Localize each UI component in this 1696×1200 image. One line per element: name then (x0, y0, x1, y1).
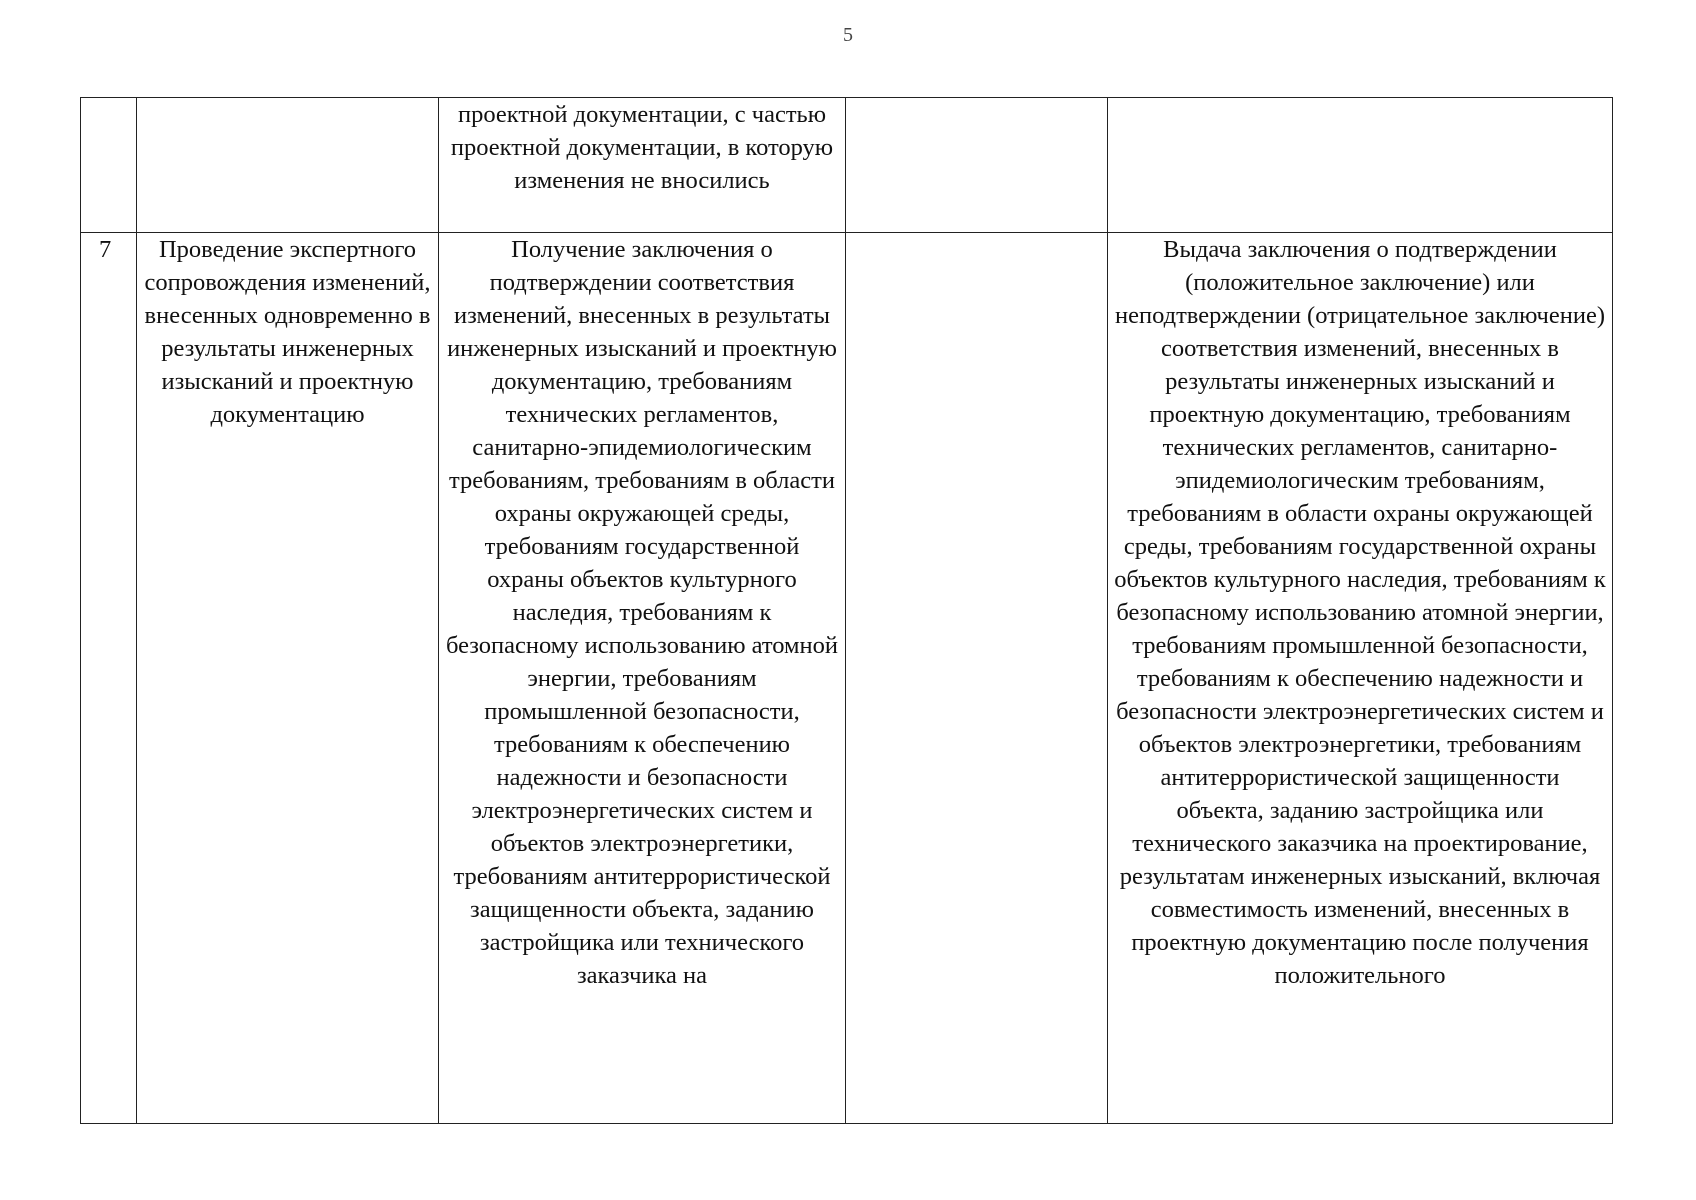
table-row (81, 98, 1613, 233)
table-row (81, 233, 1613, 1124)
stage-cell (137, 98, 439, 233)
result-basis-cell: Получение заключения о подтверждении соответствия изменений, внесенных в результаты инженерных изысканий и проектную документацию, требованиям технических регламентов, санитарно-эпидемиологическим требованиям, требованиям в области охраны окружающей среды, требованиям государственной охраны объектов культурного наследия, требованиям к безопасному использованию атомной энергии, требованиям промышленной безопасности, требованиям к обеспечению надежности и безопасности электроэнергетических систем и объектов электроэнергетики, требованиям антитеррористической защищенности объекта, заданию застройщика или технического заказчика на (439, 233, 846, 1124)
row-number-cell: 7 (81, 233, 137, 1124)
result-basis-cell: проектной документации, с частью проектной документации, в которую изменения не вносились (439, 98, 846, 233)
outcome-cell: Выдача заключения о подтверждении (положительное заключение) или неподтверждении (отрицательное заключение) соответствия изменений, внесенных в результаты инженерных изысканий и проектную документацию, требованиям технических регламентов, санитарно-эпидемиологическим требованиям, требованиям в области охраны окружающей среды, требованиям государственной охраны объектов культурного наследия, требованиям к безопасному использованию атомной энергии, требованиям промышленной безопасности, требованиям к обеспечению надежности и безопасности электроэнергетических систем и объектов электроэнергетики, требованиям антитеррористической защищенности объекта, заданию застройщика или технического заказчика на проектирование, результатам инженерных изысканий, включая совместимость изменений, внесенных в проектную документацию после получения положительного (1108, 233, 1613, 1124)
document-table (80, 97, 1613, 1124)
term-cell (846, 233, 1108, 1124)
outcome-cell (1108, 98, 1613, 233)
term-cell (846, 98, 1108, 233)
page-number: 5 (843, 24, 853, 46)
stage-cell: Проведение экспертного сопровождения изменений, внесенных одновременно в результаты инженерных изысканий и проектную документацию (137, 233, 439, 1124)
row-number-cell (81, 98, 137, 233)
